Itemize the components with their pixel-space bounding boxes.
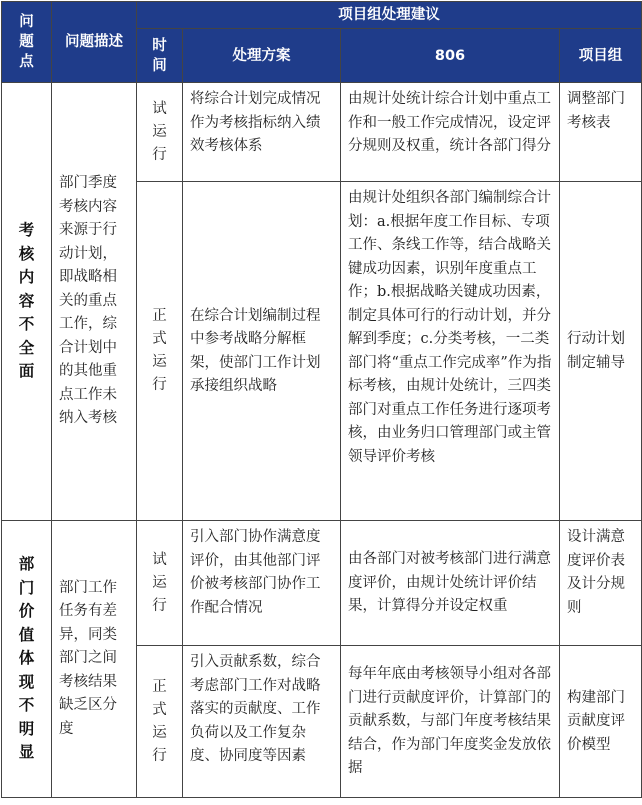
plan-cell: 引入部门协作满意度评价，由其他部门评价被考核部门协作工作配合情况 — [183, 521, 341, 646]
time-cell: 正式运行 — [137, 646, 183, 798]
header-group-title: 项目组处理建议 — [137, 2, 642, 29]
issue-cell: 部门价值体现不明显 — [2, 521, 52, 798]
time-cell: 试运行 — [137, 83, 183, 182]
table-row — [2, 83, 642, 182]
plan-cell: 引入贡献系数，综合考虑部门工作对战略落实的贡献度、工作负荷以及工作复杂度、协同度等因素 — [183, 646, 341, 798]
plan-cell: 将综合计划完成情况作为考核指标纳入绩效考核体系 — [183, 83, 341, 182]
time-cell: 试运行 — [137, 521, 183, 646]
header-time: 时间 — [137, 29, 183, 83]
header-plan: 处理方案 — [183, 29, 341, 83]
description-cell: 部门工作任务有差异，同类部门之间考核结果缺乏区分度 — [52, 521, 137, 798]
team-cell: 行动计划制定辅导 — [560, 182, 642, 521]
team-cell: 设计满意度评价表及计分规则 — [560, 521, 642, 646]
header-issue: 问题点 — [2, 2, 52, 83]
806-cell: 由各部门对被考核部门进行满意度评价，由规计处统计评价结果，计算得分并设定权重 — [341, 521, 560, 646]
proposal-table — [1, 1, 642, 798]
806-cell: 每年年底由考核领导小组对各部门进行贡献度评价，计算部门的贡献系数，与部门年度考核结果结合，作为部门年度奖金发放依据 — [341, 646, 560, 798]
header-team: 项目组 — [560, 29, 642, 83]
time-cell: 正式运行 — [137, 182, 183, 521]
header-description: 问题描述 — [52, 2, 137, 83]
team-cell: 调整部门考核表 — [560, 83, 642, 182]
issue-cell: 考核内容不全面 — [2, 83, 52, 521]
description-cell: 部门季度考核内容来源于行动计划，即战略相关的重点工作，综合计划中的其他重点工作未纳入考核 — [52, 83, 137, 521]
806-cell: 由规计处统计综合计划中重点工作和一般工作完成情况，设定评分规则及权重，统计各部门得分 — [341, 83, 560, 182]
plan-cell: 在综合计划编制过程中参考战略分解框架，使部门工作计划承接组织战略 — [183, 182, 341, 521]
header-806: 806 — [341, 29, 560, 83]
team-cell: 构建部门贡献度评价模型 — [560, 646, 642, 798]
806-cell: 由规计处组织各部门编制综合计划：a.根据年度工作目标、专项工作、条线工作等，结合战略关键成功因素，识别年度重点工作；b.根据战略关键成功因素，制定具体可行的行动计划，并分解到季度；c.分类考核，一二类部门将“重点工作完成率”作为指标考核，由规计处统计，三四类部门对重点工作任务进行逐项考核，由业务归口管理部门或主管领导评价考核 — [341, 182, 560, 521]
table-row — [2, 521, 642, 646]
